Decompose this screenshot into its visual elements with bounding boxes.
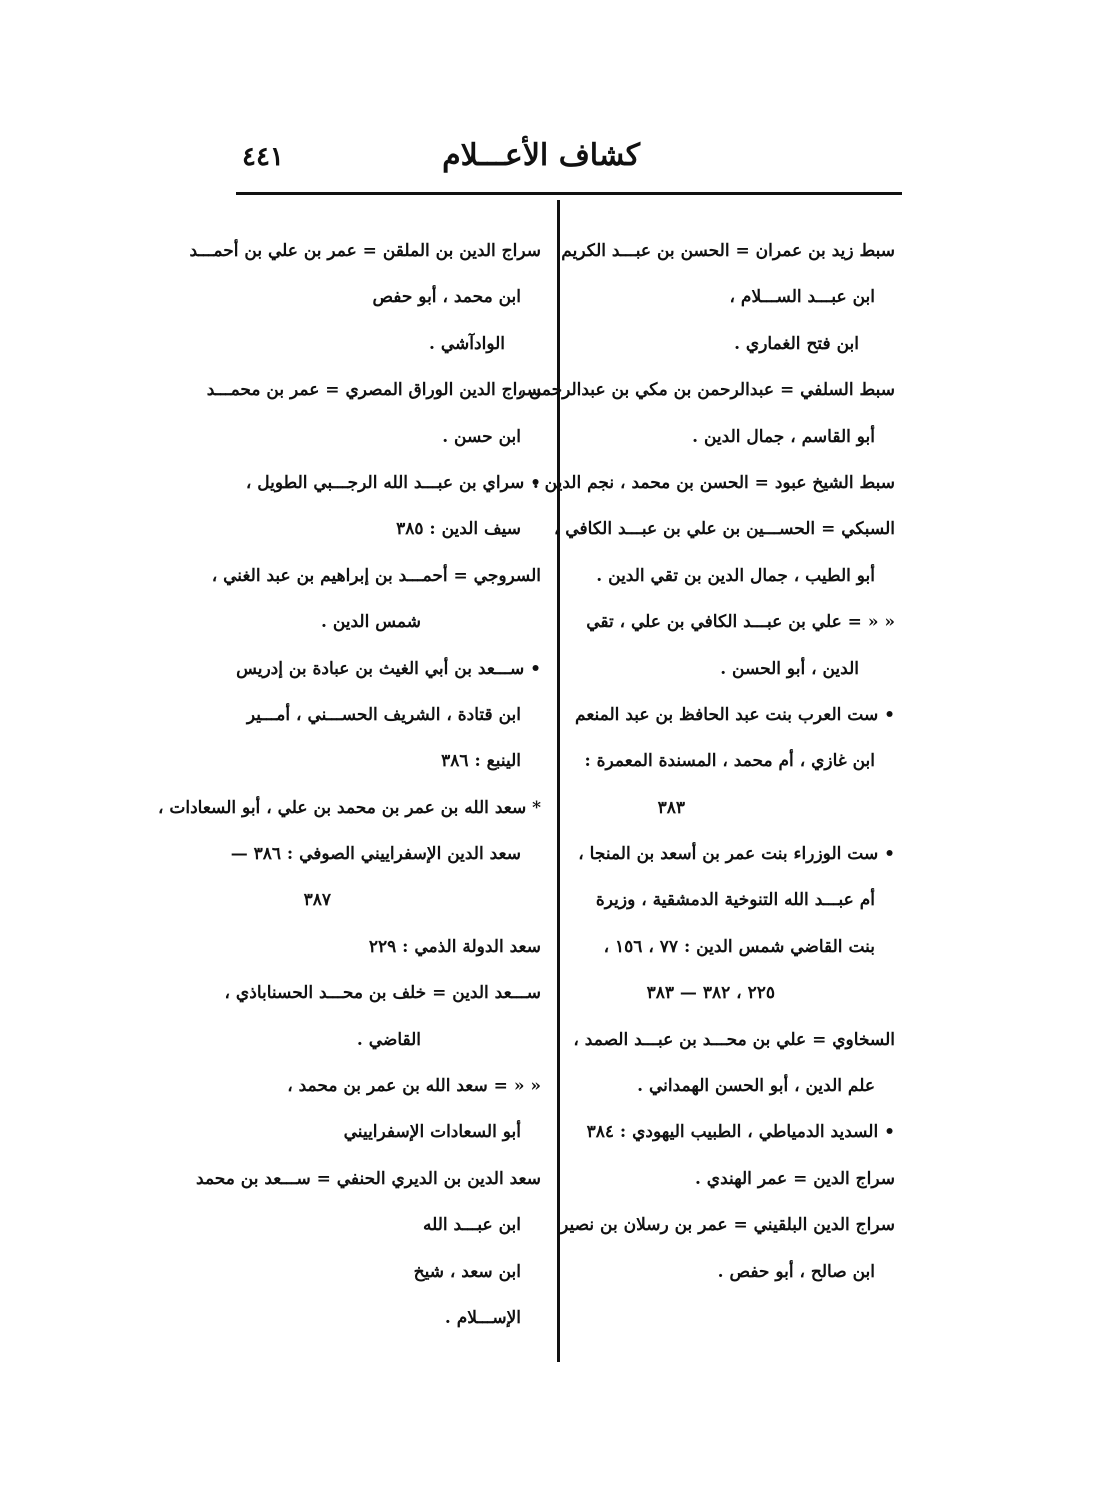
index-line: سعد الدين بن الديري الحنفي = ســـعد بن محمد: [196, 1168, 541, 1189]
index-line: أبو السعادات الإسفراييني: [343, 1122, 521, 1143]
index-line: سبط الشيخ عبود = الحسن بن محمد ، نجم الدين .: [532, 472, 895, 493]
index-line: أبو القاسم ، جمال الدين .: [692, 426, 875, 447]
index-line: • ست العرب بنت عبد الحافظ بن عبد المنعم: [575, 704, 895, 725]
index-line: • ست الوزراء بنت عمر بن أسعد بن المنجا ،: [578, 844, 895, 865]
index-line: أبو الطيب ، جمال الدين بن تقي الدين .: [596, 565, 875, 586]
index-line: سيف الدين : ٣٨٥: [396, 519, 521, 540]
index-line: أم عبـــد الله التنوخية الدمشقية ، وزيرة: [595, 890, 875, 911]
index-line: ابن سعد ، شيخ: [413, 1261, 521, 1282]
header-rule: [236, 192, 902, 195]
index-line: • ســـعد بن أبي الغيث بن عبادة بن إدريس: [236, 658, 541, 679]
index-line: « « = علي بن عبـــد الكافي بن علي ، تقي: [586, 612, 895, 633]
index-line: سراج الدين = عمر الهندي .: [694, 1168, 895, 1189]
index-line: ابن عبـــد الله: [422, 1215, 521, 1236]
index-column-left: [157, 228, 541, 1341]
index-line: ابن حسن .: [442, 426, 521, 447]
index-line: السخاوي = علي بن محـــد بن عبـــد الصمد ،: [573, 1029, 895, 1050]
index-line: سراج الدين البلقيني = عمر بن رسلان بن نصير: [560, 1215, 895, 1236]
index-line: القاضي .: [356, 1029, 421, 1050]
index-line: • السديد الدمياطي ، الطبيب اليهودي : ٣٨٤: [586, 1122, 895, 1143]
index-line: ابن صالح ، أبو حفص .: [717, 1261, 875, 1282]
index-line: سبط زيد بن عمران = الحسن بن عبـــد الكريم: [561, 241, 895, 261]
index-line: ابن غازي ، أم محمد ، المسندة المعمرة :: [584, 751, 875, 772]
index-line: ابن قتادة ، الشريف الحســـني ، أمـــير: [246, 704, 521, 725]
index-line: ابن محمد ، أبو حفص: [372, 287, 521, 308]
index-line: ابن فتح الغماري .: [734, 333, 859, 354]
index-line: • سراي بن عبـــد الله الرجـــبي الطويل ،: [245, 472, 541, 493]
index-line: علم الدين ، أبو الحسن الهمداني .: [637, 1076, 875, 1097]
index-line: ابن عبـــد الســـلام ،: [729, 287, 875, 308]
index-line: الدين ، أبو الحسن .: [720, 658, 859, 679]
index-line: الإســـلام .: [444, 1307, 521, 1328]
page-number: ٤٤١: [242, 142, 284, 172]
index-line: السبكي = الحســـين بن علي بن عبـــد الكافي ،: [553, 519, 895, 540]
index-line: سعد الدولة الذمي : ٢٢٩: [368, 936, 541, 957]
index-line: ٣٨٣: [657, 797, 685, 818]
index-line: السروجي = أحمـــد بن إبراهيم بن عبد الغني ،: [211, 565, 541, 586]
index-line: سعد الدين الإسفراييني الصوفي : ٣٨٦ —: [230, 844, 521, 865]
page-title: كشاف الأعـــلام: [442, 138, 640, 173]
index-line: سراج الدين الوراق المصري = عمر بن محمـــد: [206, 380, 541, 401]
index-line: ســـعد الدين = خلف بن محـــد الحسناباذي ،: [224, 983, 541, 1004]
index-line: سبط السلفي = عبدالرحمن بن مكي بن عبدالرحمن ،: [517, 380, 895, 401]
index-line: بنت القاضي شمس الدين : ٧٧ ، ١٥٦ ،: [603, 936, 875, 957]
index-line: « « = سعد الله بن عمر بن محمد ،: [287, 1076, 541, 1097]
index-line: ٣٨٧: [303, 890, 331, 911]
running-header: [236, 138, 902, 184]
index-line: شمس الدين .: [321, 612, 421, 633]
index-line: سراج الدين بن الملقن = عمر بن علي بن أحمـــد: [189, 241, 541, 261]
index-line: * سعد الله بن عمر بن محمد بن علي ، أبو السعادات ،: [157, 797, 541, 818]
index-line: الوادآشي .: [429, 333, 505, 354]
index-column-right: [517, 228, 895, 1295]
index-line: ٢٢٥ ، ٣٨٢ — ٣٨٣: [646, 983, 775, 1004]
index-line: الينبع : ٣٨٦: [441, 751, 521, 772]
